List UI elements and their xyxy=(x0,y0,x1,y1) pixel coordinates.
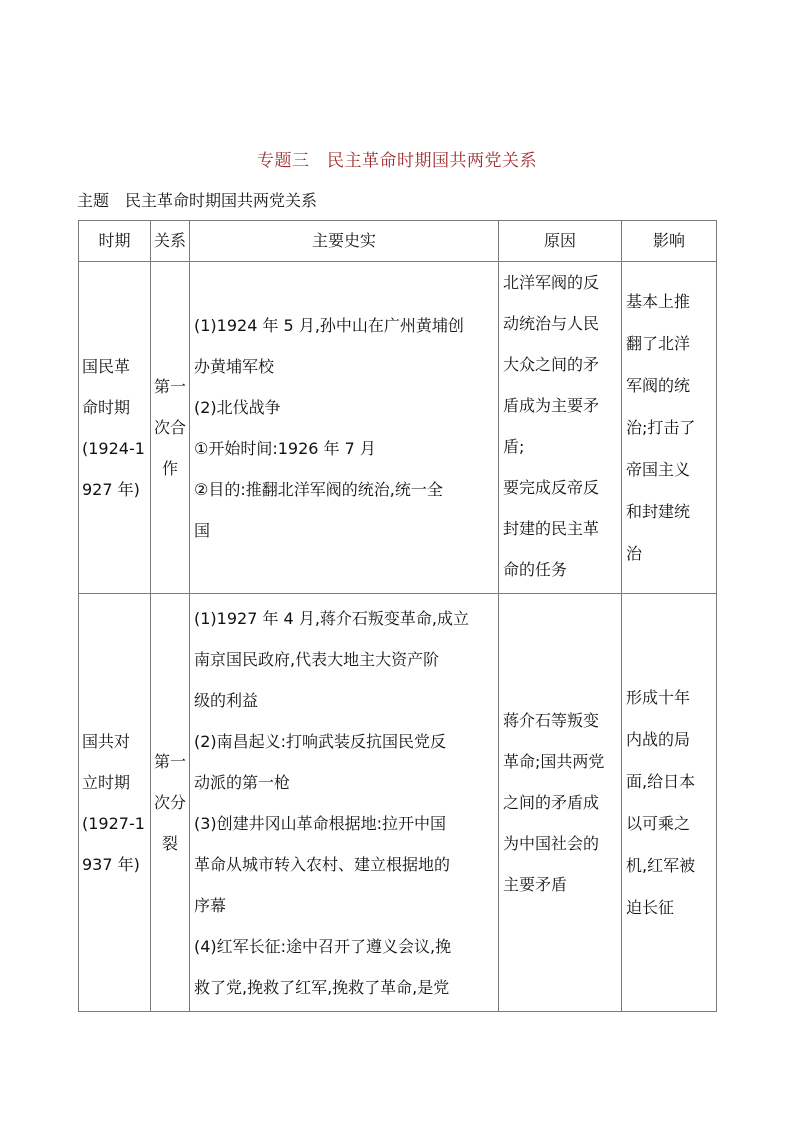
effect-line: 翻了北洋 xyxy=(626,333,691,353)
reason-line: 盾成为主要矛 xyxy=(503,396,600,415)
relation-line: 作 xyxy=(161,459,178,478)
fact-line: ①开始时间:1926 年 7 月 xyxy=(194,438,376,458)
reason-line: 命的任务 xyxy=(503,560,568,579)
header-relation: 关系 xyxy=(151,221,190,262)
period-line: 国民革 xyxy=(82,356,131,376)
header-effect: 影响 xyxy=(622,221,717,262)
effect-line: 帝国主义 xyxy=(626,459,691,479)
relation-cell xyxy=(151,594,190,1012)
fact-line: 救了党,挽救了红军,挽救了革命,是党 xyxy=(194,977,450,997)
table-header-row xyxy=(79,221,717,262)
effect-cell xyxy=(622,262,717,594)
fact-line: 办黄埔军校 xyxy=(194,356,275,376)
reason-line: 之间的矛盾成 xyxy=(503,793,600,812)
effect-line: 迫长征 xyxy=(626,897,675,917)
table-row xyxy=(79,262,717,594)
facts-cell xyxy=(190,262,499,594)
header-period: 时期 xyxy=(79,221,151,262)
reason-line: 主要矛盾 xyxy=(503,875,568,894)
reason-line: 蒋介石等叛变 xyxy=(503,711,600,730)
header-reason: 原因 xyxy=(499,221,622,262)
reason-line: 北洋军阀的反 xyxy=(503,273,600,292)
effect-line: 治 xyxy=(626,543,643,563)
period-line: 命时期 xyxy=(82,397,131,417)
fact-line: (3)创建井冈山革命根据地:拉开中国 xyxy=(194,813,447,833)
fact-line: (4)红军长征:途中召开了遵义会议,挽 xyxy=(194,936,452,956)
page-title: 专题三 民主革命时期国共两党关系 xyxy=(257,151,537,171)
fact-line: 级的利益 xyxy=(194,690,259,710)
relation-line: 裂 xyxy=(161,834,178,853)
fact-line: 序幕 xyxy=(194,895,227,915)
period-line: (1924-1 xyxy=(82,438,145,458)
fact-line: ②目的:推翻北洋军阀的统治,统一全 xyxy=(194,479,443,499)
relation-cell xyxy=(151,262,190,594)
effect-line: 治;打击了 xyxy=(626,417,696,437)
relation-line: 第一 xyxy=(153,752,186,771)
header-facts: 主要史实 xyxy=(190,221,499,262)
history-table xyxy=(78,220,717,1012)
reason-line: 革命;国共两党 xyxy=(503,752,605,771)
period-line: 立时期 xyxy=(82,772,131,792)
fact-line: (2)北伐战争 xyxy=(194,397,281,417)
fact-line: (1)1924 年 5 月,孙中山在广州黄埔创 xyxy=(194,315,464,335)
effect-line: 军阀的统 xyxy=(626,375,691,395)
relation-line: 次合 xyxy=(153,418,186,437)
reason-line: 为中国社会的 xyxy=(503,834,600,853)
reason-line: 要完成反帝反 xyxy=(503,478,600,497)
period-cell xyxy=(79,262,151,594)
period-line: 937 年) xyxy=(82,854,140,874)
facts-cell xyxy=(190,594,499,1012)
fact-line: 南京国民政府,代表大地主大资产阶 xyxy=(194,649,440,669)
reason-cell xyxy=(499,594,622,1012)
fact-line: 革命从城市转入农村、建立根据地的 xyxy=(194,854,451,874)
relation-line: 第一 xyxy=(153,377,186,396)
period-cell xyxy=(79,594,151,1012)
period-line: 927 年) xyxy=(82,479,140,499)
effect-line: 内战的局 xyxy=(626,729,691,749)
effect-line: 机,红军被 xyxy=(626,855,696,875)
reason-line: 盾; xyxy=(503,437,525,456)
period-line: (1927-1 xyxy=(82,813,145,833)
effect-line: 和封建统 xyxy=(626,501,691,521)
relation-line: 次分 xyxy=(153,793,186,812)
effect-line: 面,给日本 xyxy=(626,771,696,791)
period-line: 国共对 xyxy=(82,731,131,751)
effect-cell xyxy=(622,594,717,1012)
fact-line: (2)南昌起义:打响武装反抗国民党反 xyxy=(194,731,447,751)
fact-line: 国 xyxy=(194,520,211,540)
reason-line: 封建的民主革 xyxy=(503,519,600,538)
effect-line: 以可乘之 xyxy=(626,813,691,833)
table-row xyxy=(79,594,717,1012)
effect-line: 形成十年 xyxy=(626,687,691,707)
effect-line: 基本上推 xyxy=(626,291,691,311)
reason-line: 动统治与人民 xyxy=(503,314,600,333)
fact-line: (1)1927 年 4 月,蒋介石叛变革命,成立 xyxy=(194,608,469,628)
section-subtitle: 主题 民主革命时期国共两党关系 xyxy=(77,191,318,210)
fact-line: 动派的第一枪 xyxy=(194,772,291,792)
reason-cell xyxy=(499,262,622,594)
reason-line: 大众之间的矛 xyxy=(503,355,600,374)
